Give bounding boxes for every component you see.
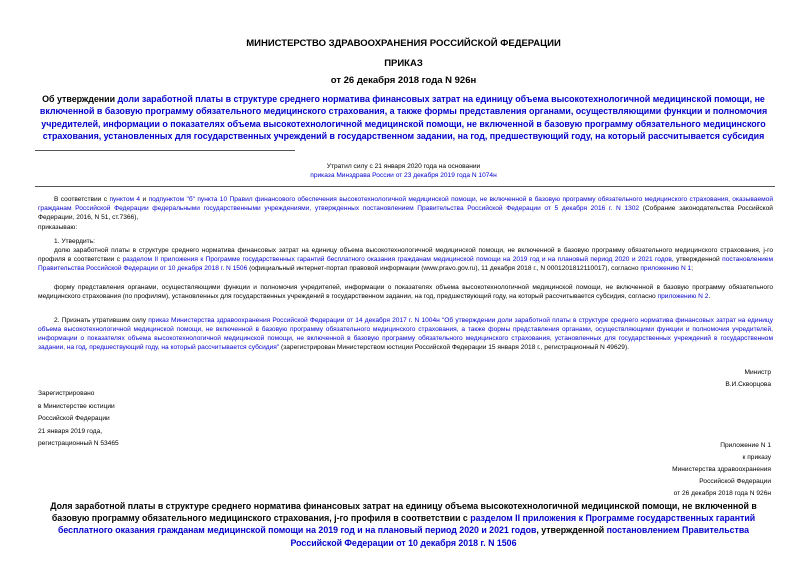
- divider: [35, 186, 775, 187]
- signature-role: Министр: [744, 369, 771, 376]
- preamble-link-rules[interactable]: подпунктом "б" пункта 10 Правил финансового обеспечения высокотехнологичной медицинской помощи, не включенной в базовую программу обязательного медицинского страхования, оказываемой гражданам Российской Федерации федеральными государственными учреждениями: [38, 196, 773, 212]
- item1-share-text: , утвержденной: [671, 256, 723, 263]
- registration-block: [38, 388, 119, 451]
- title-link[interactable]: доли заработной платы в структуре среднего норматива финансовых затрат на единицу объема высокотехнологичной медицинской помощи, не включенной в базовую программу обязательного медицинского страхования, а также формы представления органами, осуществляющими функции и полномочия учредителей, информации о показателях объема высокотехнологичной медицинской помощи, не включенной в базовую программу обязательного медицинского страхования, установленных для государственных учреждений в государственном задании, на год, предшествующий году, на который рассчитывается субсидия: [39, 94, 768, 142]
- item1-form-link-appendix2[interactable]: приложению N 2: [657, 293, 709, 300]
- appendix-block: [672, 440, 771, 500]
- item1-form-text: .: [708, 293, 711, 300]
- item1-share: [38, 246, 773, 273]
- item1-label: 1. Утвердить:: [54, 238, 95, 245]
- appendix-title-text: , утвержденной: [536, 525, 607, 536]
- preamble: [38, 195, 773, 222]
- item2-text: (зарегистрирован Министерством юстиции Российской Федерации 15 января 2018 г., регистрационный N 49629).: [279, 344, 629, 351]
- order-type: ПРИКАЗ: [384, 58, 423, 69]
- signature-name: В.И.Скворцова: [725, 381, 771, 388]
- preamble-text: , утвержденных постановлением Правительства Российской Федерации от 5 декабря 2016 г. N 1302: [309, 205, 640, 212]
- item2-text: 2. Признать утратившим силу: [54, 317, 149, 324]
- appendix-line: Приложение N 1: [720, 442, 771, 449]
- order-date: от 26 декабря 2018 года N 926н: [330, 75, 477, 86]
- appendix-title-link-program[interactable]: разделом II приложения к Программе государственных гарантий бесплатного оказания гражданам медицинской помощи на 2019 год и на плановый период 2020 и 2021 годов: [57, 513, 756, 536]
- item1-share-text: (официальный интернет-портал правовой информации (www.pravo.gov.ru), 11 декабря 2018 г., N 0001201812110017), согласно: [247, 265, 641, 272]
- appendix-line: к приказу: [742, 454, 771, 461]
- appendix-title-text: Доля заработной платы в структуре среднего норматива финансовых затрат на единицу объема высокотехнологичной медицинской помощи, не включенной в базовую программу обязательного медицинского страхования, j-го профиля в соответствии с: [50, 501, 757, 524]
- preamble-link-point4[interactable]: пунктом 4: [109, 196, 141, 203]
- item1-form-text: форму представления органами, осуществляющими функции и полномочия учредителей, информации о показателях объема высокотехнологичной медицинской помощи, не включенной в базовую программу обязательного медицинского страхования (по профилям), установленных для государственных учреждений в государственном задании, на год, предшествующий году, на который рассчитывается субсидия, согласно: [38, 284, 773, 300]
- registration-line: Российской Федерации: [38, 415, 110, 422]
- item1-form: [38, 283, 773, 301]
- item2-link-order[interactable]: приказ Министерства здравоохранения Российской Федерации от 14 декабря 2017 г. N 1004н "Об утверждении доли заработной платы в структуре среднего норматива финансовых затрат на единицу объема высокотехнологичной медицинской помощи, не включенной в базовую программу обязательного медицинского страхования, а также формы представления органами, осуществляющими функции и полномочия учредителей, информации о показателях объема высокотехнологичной медицинской помощи, не включенной в базовую программу обязательного медицинского страхования, установленных для государственных учреждений в государственном задании, на год, предшествующий году, на который рассчитывается субсидия": [38, 317, 773, 351]
- preamble-text: В соответствии с: [54, 196, 110, 203]
- orders-word: приказываю:: [38, 224, 78, 231]
- item1-share-text: долю заработной платы в структуре среднего норматива финансовых затрат на единицу объема высокотехнологичной медицинской помощи, не включенной в базовую программу обязательного медицинского страхования, j-го профиля в соответствии с: [38, 247, 773, 263]
- document-title: [34, 93, 773, 143]
- item1-share-link-program[interactable]: разделом II приложения к Программе государственных гарантий бесплатного оказания гражданам медицинской помощи на 2019 год и на плановый период 2020 и 2021 годов: [122, 256, 672, 263]
- preamble-text: (Собрание законодательства Российской Федерации, 2016, N 51, ст.7366),: [38, 205, 773, 221]
- title-prefix: Об утверждении: [42, 94, 118, 104]
- appendix-line: Министерства здравоохранения: [672, 466, 771, 473]
- appendix-line: Российской Федерации: [699, 478, 771, 485]
- item2: [38, 316, 773, 352]
- item1-share-text: ;: [691, 265, 694, 272]
- registration-line: 21 января 2019 года,: [38, 427, 103, 435]
- preamble-text: и: [140, 196, 149, 203]
- appendix-line: от 26 декабря 2018 года N 926н: [673, 490, 771, 497]
- appendix-title: [38, 500, 769, 549]
- registration-line: регистрационный N 53465: [38, 440, 119, 447]
- lapse-link[interactable]: приказа Минздрава России от 23 декабря 2019 года N 1074н: [310, 172, 497, 179]
- item1-share-link-appendix1[interactable]: приложению N 1: [640, 265, 692, 272]
- divider: [35, 150, 295, 151]
- ministry-name: МИНИСТЕРСТВО ЗДРАВООХРАНЕНИЯ РОССИЙСКОЙ ФЕДЕРАЦИИ: [246, 38, 561, 49]
- registration-line: Зарегистрировано: [38, 390, 95, 397]
- appendix-title-link-decree[interactable]: постановлением Правительства Российской Федерации от 10 декабря 2018 г. N 1506: [290, 525, 750, 548]
- item1-share-link-decree[interactable]: постановлением Правительства Российской Федерации от 10 декабря 2018 г. N 1506: [38, 256, 773, 272]
- lapse-notice: [180, 162, 627, 180]
- registration-line: в Министерстве юстиции: [38, 402, 115, 410]
- lapse-line-1: Утратил силу с 21 января 2020 года на основании: [326, 163, 481, 170]
- signature: [725, 368, 771, 389]
